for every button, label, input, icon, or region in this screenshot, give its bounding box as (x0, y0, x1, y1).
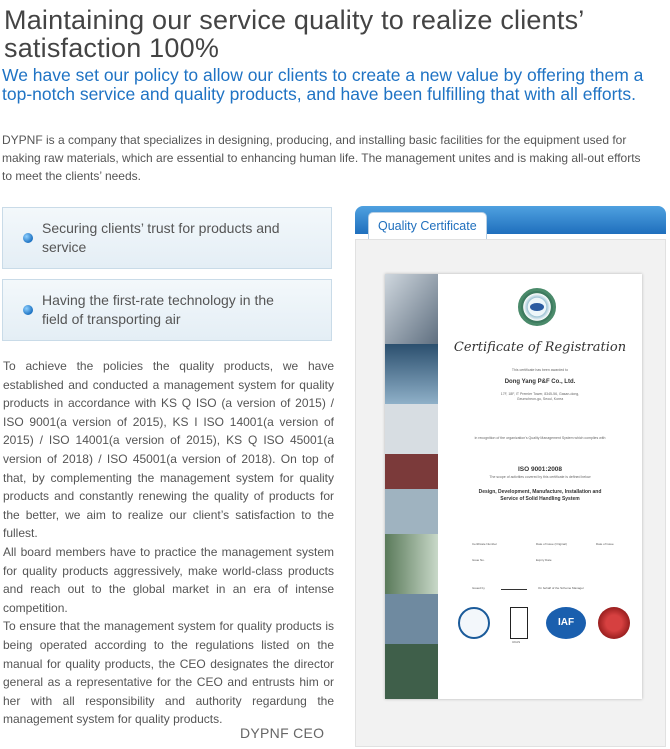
certificate-frame (355, 239, 666, 747)
intro-line3: to meet the clients’ needs. (2, 169, 141, 183)
certificate-signature (501, 582, 527, 590)
certificate-title: Certificate of Registration (453, 340, 627, 355)
photo-block (385, 594, 438, 644)
page-title (4, 6, 668, 62)
photo-block (385, 489, 438, 534)
policy-paragraph-3: To ensure that the management system for quality products is being operated according to the regulations listed on the manual for quality products, the CEO designates the director general as a representative for the CEO and entrusts him or her with all responsibility and authority regardung the management system for quality products. (3, 619, 334, 727)
ukas-seal-icon (518, 288, 556, 326)
red-seal-icon (598, 607, 630, 639)
seal-center (530, 303, 544, 311)
certificate-date-label: Date of Issue (596, 542, 614, 546)
quality-certificate-panel (355, 206, 666, 747)
photo-block (385, 534, 438, 594)
certificate-issued-by-label: Issued by (472, 586, 485, 590)
policy-point-text: Securing clients’ trust for products and service (42, 220, 280, 255)
certificate-company: Dong Yang P&F Co., Ltd. (504, 379, 576, 385)
policy-paragraph-1: To achieve the policies the quality products, we have established and conducted a management system for quality products in accordance with KS Q ISO (a version of 2015) / ISO 9001(a version of 2015), KS I ISO 14001(a version of 2015) / ISO 14001(a version of 2015), KS Q ISO 45001(a version of 2018) / ISO 45001(a version of 2018). On top of that, by complementing the management system for quality products and constantly renewing the quality of products for the better, we aim to realize our client’s satisfaction to the fullest. (3, 359, 334, 541)
page-subtitle-line1: We have set our policy to allow our clients to create a new value by offering them a (2, 65, 644, 85)
certificate-recognition: in recognition of the organization's Quality Management System which complies with (474, 436, 606, 440)
certificate-scope-intro: The scope of activities covered by this certificate is defined below (489, 475, 591, 479)
ceo-signature: DYPNF CEO (240, 725, 325, 741)
certificate-date-issue-label: Date of Issue (Original) (536, 542, 567, 546)
certificate-scope-1: Design, Development, Manufacture, Installation and (478, 489, 602, 495)
photo-block (385, 274, 438, 344)
page-subtitle (2, 66, 668, 104)
certificate-address-2: Geumcheon-gu, Seoul, Korea (516, 397, 564, 401)
policy-point-technology (2, 279, 332, 341)
certificate-content (438, 274, 642, 699)
ukas-logo-icon (458, 607, 490, 639)
intro-paragraph (2, 131, 662, 185)
certificate-standard: ISO 9001:2008 (517, 466, 563, 473)
photo-block (385, 644, 438, 699)
certificate-awarded-to: This certificate has been awarded to (511, 368, 569, 372)
page-title-line2: satisfaction 100% (4, 33, 220, 63)
page-title-line1: Maintaining our service quality to realize clients’ (4, 5, 585, 35)
policy-paragraph-2: All board members have to practice the management system for quality products aggressively, make world-class products and reach out to the global market in an era of intense competition. (3, 544, 334, 615)
bullet-icon (23, 233, 33, 243)
policy-point-trust (2, 207, 332, 269)
policy-point-text (42, 291, 274, 329)
iaf-logo: IAF (546, 607, 586, 639)
certificate-issue-no-label: Issue No. (472, 558, 485, 562)
page-subtitle-line2: top-notch service and quality products, and have been fulfilling that with all efforts. (2, 84, 636, 104)
certificate-scope-2: Service of Solid Handling System (500, 496, 580, 502)
tab-quality-certificate[interactable]: Quality Certificate (368, 212, 487, 240)
intro-line2: making raw materials, which are essential to enhancing human life. The management unites and is making all-out efforts (2, 151, 641, 165)
photo-block (385, 404, 438, 454)
policy-body (3, 357, 334, 729)
certificate-photo-strip (385, 274, 438, 699)
certificate-image[interactable] (385, 274, 642, 699)
ukas-crown-icon (510, 607, 528, 639)
certificate-number-label: Certificate Number (472, 542, 498, 546)
ukas-label: UKAS (512, 640, 521, 644)
certificate-expiry-label: Expiry Date (536, 558, 552, 562)
photo-block (385, 454, 438, 489)
policy-point-line2: field of transporting air (42, 311, 181, 327)
policy-point-line1: Having the first-rate technology in the (42, 292, 274, 308)
bullet-icon (23, 305, 33, 315)
photo-block (385, 344, 438, 404)
intro-line1: DYPNF is a company that specializes in designing, producing, and installing basic facilities for the equipment used for (2, 133, 627, 147)
certificate-behalf: On behalf of the Scheme Manager (538, 586, 584, 590)
certificate-address-1: 17F, 18F, IT Premier Tower, 8345-56, Gasan-dong, (500, 392, 580, 396)
